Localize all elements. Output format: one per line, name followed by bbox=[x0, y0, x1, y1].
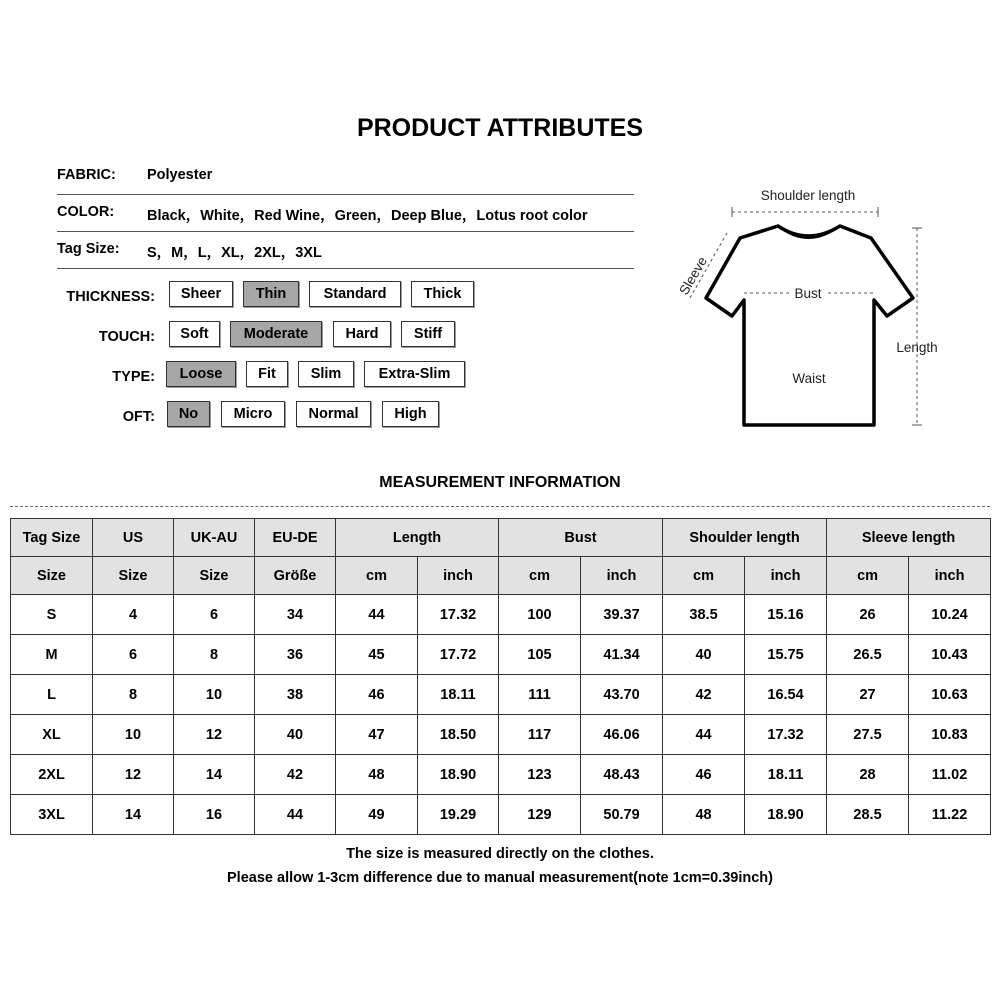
table-cell: 4 bbox=[93, 595, 174, 635]
subheader-cell: inch bbox=[745, 557, 827, 595]
type-option-loose: Loose bbox=[166, 361, 236, 387]
thickness-option-standard: Standard bbox=[309, 281, 401, 307]
table-cell: 44 bbox=[663, 715, 745, 755]
subheader-cell: cm bbox=[827, 557, 909, 595]
oft-option-normal: Normal bbox=[296, 401, 371, 427]
table-cell: 10.63 bbox=[909, 675, 991, 715]
attr-value: Polyester bbox=[147, 167, 213, 183]
table-cell: 48 bbox=[663, 795, 745, 835]
table-cell: 17.32 bbox=[745, 715, 827, 755]
touch-label: TOUCH: bbox=[98, 329, 155, 345]
table-cell: 38 bbox=[255, 675, 336, 715]
oft-label: OFT: bbox=[122, 409, 155, 425]
table-cell: 8 bbox=[174, 635, 255, 675]
table-cell: 43.70 bbox=[581, 675, 663, 715]
length-label: Length bbox=[896, 340, 938, 355]
table-cell: 46 bbox=[663, 755, 745, 795]
table-cell: 19.29 bbox=[418, 795, 499, 835]
oft-option-no: No bbox=[167, 401, 210, 427]
table-cell: 28 bbox=[827, 755, 909, 795]
touch-option-moderate: Moderate bbox=[230, 321, 322, 347]
table-subheader-row bbox=[11, 557, 991, 595]
table-cell: 34 bbox=[255, 595, 336, 635]
table-cell: 11.02 bbox=[909, 755, 991, 795]
table-row bbox=[11, 755, 991, 795]
table-header-row bbox=[11, 519, 991, 557]
table-cell: L bbox=[11, 675, 93, 715]
subheader-cell: Size bbox=[11, 557, 93, 595]
table-cell: 17.32 bbox=[418, 595, 499, 635]
subheader-cell: cm bbox=[663, 557, 745, 595]
subheader-cell: Size bbox=[174, 557, 255, 595]
shoulder-length-label: Shoulder length bbox=[760, 188, 856, 203]
table-row bbox=[11, 635, 991, 675]
table-cell: 2XL bbox=[11, 755, 93, 795]
type-label: TYPE: bbox=[112, 369, 155, 385]
touch-option-soft: Soft bbox=[169, 321, 220, 347]
table-cell: 45 bbox=[336, 635, 418, 675]
table-row bbox=[11, 675, 991, 715]
table-cell: 10.24 bbox=[909, 595, 991, 635]
table-cell: 47 bbox=[336, 715, 418, 755]
table-cell: 10.43 bbox=[909, 635, 991, 675]
table-cell: 10 bbox=[174, 675, 255, 715]
subheader-cell: inch bbox=[418, 557, 499, 595]
note-measured: The size is measured directly on the clothes. bbox=[346, 846, 654, 862]
table-cell: 10 bbox=[93, 715, 174, 755]
sleeve-label: Sleeve bbox=[676, 254, 710, 298]
table-cell: 14 bbox=[93, 795, 174, 835]
table-cell: 12 bbox=[93, 755, 174, 795]
table-cell: 46 bbox=[336, 675, 418, 715]
table-cell: XL bbox=[11, 715, 93, 755]
table-cell: 28.5 bbox=[827, 795, 909, 835]
subheader-cell: inch bbox=[909, 557, 991, 595]
table-cell: 40 bbox=[663, 635, 745, 675]
attr-value: Black，White，Red Wine，Green，Deep Blue，Lotus root color bbox=[147, 208, 588, 224]
table-cell: 39.37 bbox=[581, 595, 663, 635]
table-cell: 40 bbox=[255, 715, 336, 755]
type-option-slim: Slim bbox=[298, 361, 354, 387]
table-cell: 129 bbox=[499, 795, 581, 835]
table-cell: 44 bbox=[255, 795, 336, 835]
table-cell: 49 bbox=[336, 795, 418, 835]
table-cell: 18.90 bbox=[745, 795, 827, 835]
shoulder-length-marker bbox=[732, 207, 878, 217]
page-title: PRODUCT ATTRIBUTES bbox=[356, 114, 644, 142]
divider bbox=[57, 231, 634, 232]
oft-option-micro: Micro bbox=[221, 401, 285, 427]
table-row bbox=[11, 715, 991, 755]
table-cell: 15.16 bbox=[745, 595, 827, 635]
tshirt-outline bbox=[706, 226, 913, 425]
table-cell: 111 bbox=[499, 675, 581, 715]
table-cell: 27.5 bbox=[827, 715, 909, 755]
table-cell: 15.75 bbox=[745, 635, 827, 675]
table-cell: 8 bbox=[93, 675, 174, 715]
table-cell: 18.11 bbox=[418, 675, 499, 715]
table-cell: 123 bbox=[499, 755, 581, 795]
touch-option-stiff: Stiff bbox=[401, 321, 455, 347]
header-cell: US bbox=[93, 519, 174, 557]
bust-label: Bust bbox=[794, 286, 822, 301]
table-cell: S bbox=[11, 595, 93, 635]
measurement-title: MEASUREMENT INFORMATION bbox=[379, 474, 621, 491]
thickness-option-thick: Thick bbox=[411, 281, 474, 307]
attr-label: FABRIC: bbox=[57, 167, 116, 183]
subheader-cell: cm bbox=[499, 557, 581, 595]
thickness-option-sheer: Sheer bbox=[169, 281, 233, 307]
header-cell: EU-DE bbox=[255, 519, 336, 557]
table-cell: 27 bbox=[827, 675, 909, 715]
tshirt-diagram bbox=[660, 175, 990, 445]
table-cell: 117 bbox=[499, 715, 581, 755]
header-cell: Sleeve length bbox=[827, 519, 991, 557]
note-difference: Please allow 1-3cm difference due to manual measurement(note 1cm=0.39inch) bbox=[227, 870, 773, 886]
header-cell: UK-AU bbox=[174, 519, 255, 557]
table-row bbox=[11, 795, 991, 835]
table-cell: 18.50 bbox=[418, 715, 499, 755]
table-cell: 6 bbox=[93, 635, 174, 675]
length-marker bbox=[912, 228, 922, 425]
table-cell: 14 bbox=[174, 755, 255, 795]
table-cell: 12 bbox=[174, 715, 255, 755]
table-cell: 26 bbox=[827, 595, 909, 635]
table-cell: 11.22 bbox=[909, 795, 991, 835]
table-cell: 16 bbox=[174, 795, 255, 835]
header-cell: Tag Size bbox=[11, 519, 93, 557]
table-cell: 41.34 bbox=[581, 635, 663, 675]
touch-option-hard: Hard bbox=[333, 321, 391, 347]
oft-option-high: High bbox=[382, 401, 439, 427]
table-cell: 48.43 bbox=[581, 755, 663, 795]
header-cell: Length bbox=[336, 519, 499, 557]
table-cell: 100 bbox=[499, 595, 581, 635]
table-cell: 38.5 bbox=[663, 595, 745, 635]
thickness-label: THICKNESS: bbox=[66, 289, 155, 305]
table-cell: 42 bbox=[663, 675, 745, 715]
header-cell: Bust bbox=[499, 519, 663, 557]
header-cell: Shoulder length bbox=[663, 519, 827, 557]
waist-label: Waist bbox=[792, 371, 826, 386]
table-cell: 17.72 bbox=[418, 635, 499, 675]
subheader-cell: Größe bbox=[255, 557, 336, 595]
table-cell: 10.83 bbox=[909, 715, 991, 755]
subheader-cell: Size bbox=[93, 557, 174, 595]
table-cell: 36 bbox=[255, 635, 336, 675]
attr-value: S，M，L，XL，2XL，3XL bbox=[147, 245, 322, 261]
table-cell: 42 bbox=[255, 755, 336, 795]
table-cell: 16.54 bbox=[745, 675, 827, 715]
type-option-extra-slim: Extra-Slim bbox=[364, 361, 465, 387]
table-cell: 105 bbox=[499, 635, 581, 675]
table-cell: 46.06 bbox=[581, 715, 663, 755]
table-cell: 6 bbox=[174, 595, 255, 635]
table-cell: 3XL bbox=[11, 795, 93, 835]
table-cell: 48 bbox=[336, 755, 418, 795]
table-cell: 44 bbox=[336, 595, 418, 635]
subheader-cell: inch bbox=[581, 557, 663, 595]
dashed-divider bbox=[10, 506, 990, 507]
attr-label: COLOR: bbox=[57, 204, 115, 220]
table-cell: M bbox=[11, 635, 93, 675]
attr-label: Tag Size: bbox=[57, 241, 120, 257]
table-cell: 18.90 bbox=[418, 755, 499, 795]
subheader-cell: cm bbox=[336, 557, 418, 595]
table-cell: 50.79 bbox=[581, 795, 663, 835]
measurement-table bbox=[10, 518, 991, 835]
divider bbox=[57, 268, 634, 269]
table-cell: 26.5 bbox=[827, 635, 909, 675]
table-row bbox=[11, 595, 991, 635]
divider bbox=[57, 194, 634, 195]
type-option-fit: Fit bbox=[246, 361, 288, 387]
table-cell: 18.11 bbox=[745, 755, 827, 795]
thickness-option-thin: Thin bbox=[243, 281, 299, 307]
